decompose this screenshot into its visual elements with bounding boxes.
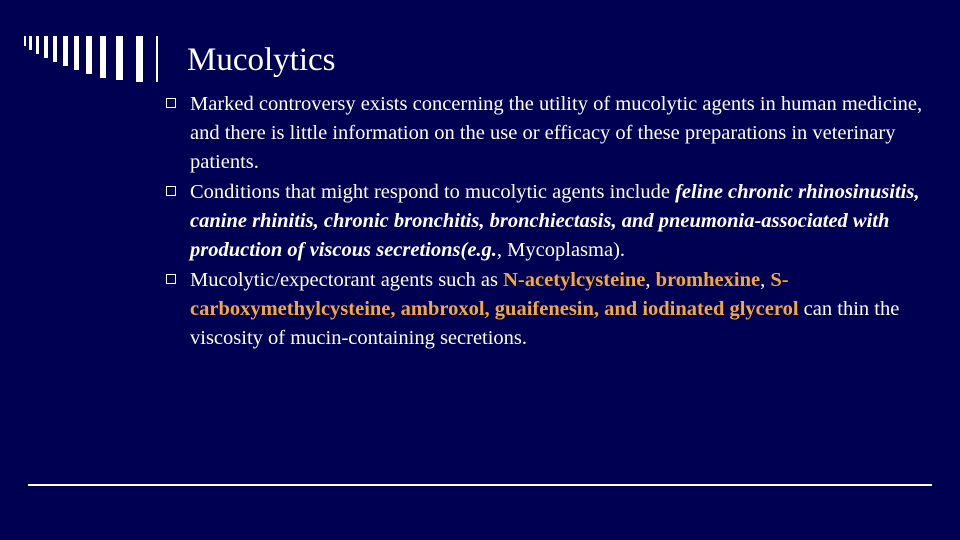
agent-list-highlight: S-carboxymethylcysteine, ambroxol, guaifenesin, and iodinated glycerol	[190, 269, 799, 320]
bullet-1-text: Marked controversy exists concerning the utility of mucolytic agents in human medicine, and there is little information on the use or efficacy of these preparations in veterinary patients.	[190, 93, 923, 173]
agent-bromhexine: bromhexine	[655, 269, 761, 291]
separator: ,	[645, 269, 656, 291]
footer-divider	[28, 484, 932, 486]
vertical-bars-decoration-icon	[24, 36, 164, 82]
bullet-item	[164, 90, 924, 177]
bullet-item	[164, 178, 924, 265]
bullet-text	[190, 266, 924, 353]
bullet-3-tail: can thin the viscosity of mucin-containing secretions.	[190, 298, 900, 349]
separator: ,	[760, 269, 771, 291]
bullet-text	[190, 90, 924, 177]
bullet-2-tail: Mycoplasma).	[507, 239, 626, 261]
bullet-item	[164, 266, 924, 353]
hollow-square-bullet-icon	[166, 186, 176, 196]
bullet-3-lead: Mucolytic/expectorant agents such as	[190, 269, 504, 291]
hollow-square-bullet-icon	[166, 98, 176, 108]
conditions-emphasis: feline chronic rhinosinusitis, canine rhinitis, chronic bronchitis, bronchiectasis, and pneumonia-associated with production of viscous secretions(e.g.	[190, 181, 920, 261]
agent-n-acetylcysteine: N-acetylcysteine	[503, 269, 646, 291]
slide-title: Mucolytics	[187, 42, 336, 78]
bullet-text	[190, 178, 924, 265]
hollow-square-bullet-icon	[166, 274, 176, 284]
bullet-2-mid: ,	[496, 239, 508, 261]
bullet-list	[164, 90, 924, 354]
bullet-2-lead: Conditions that might respond to mucolytic agents include	[190, 181, 676, 203]
